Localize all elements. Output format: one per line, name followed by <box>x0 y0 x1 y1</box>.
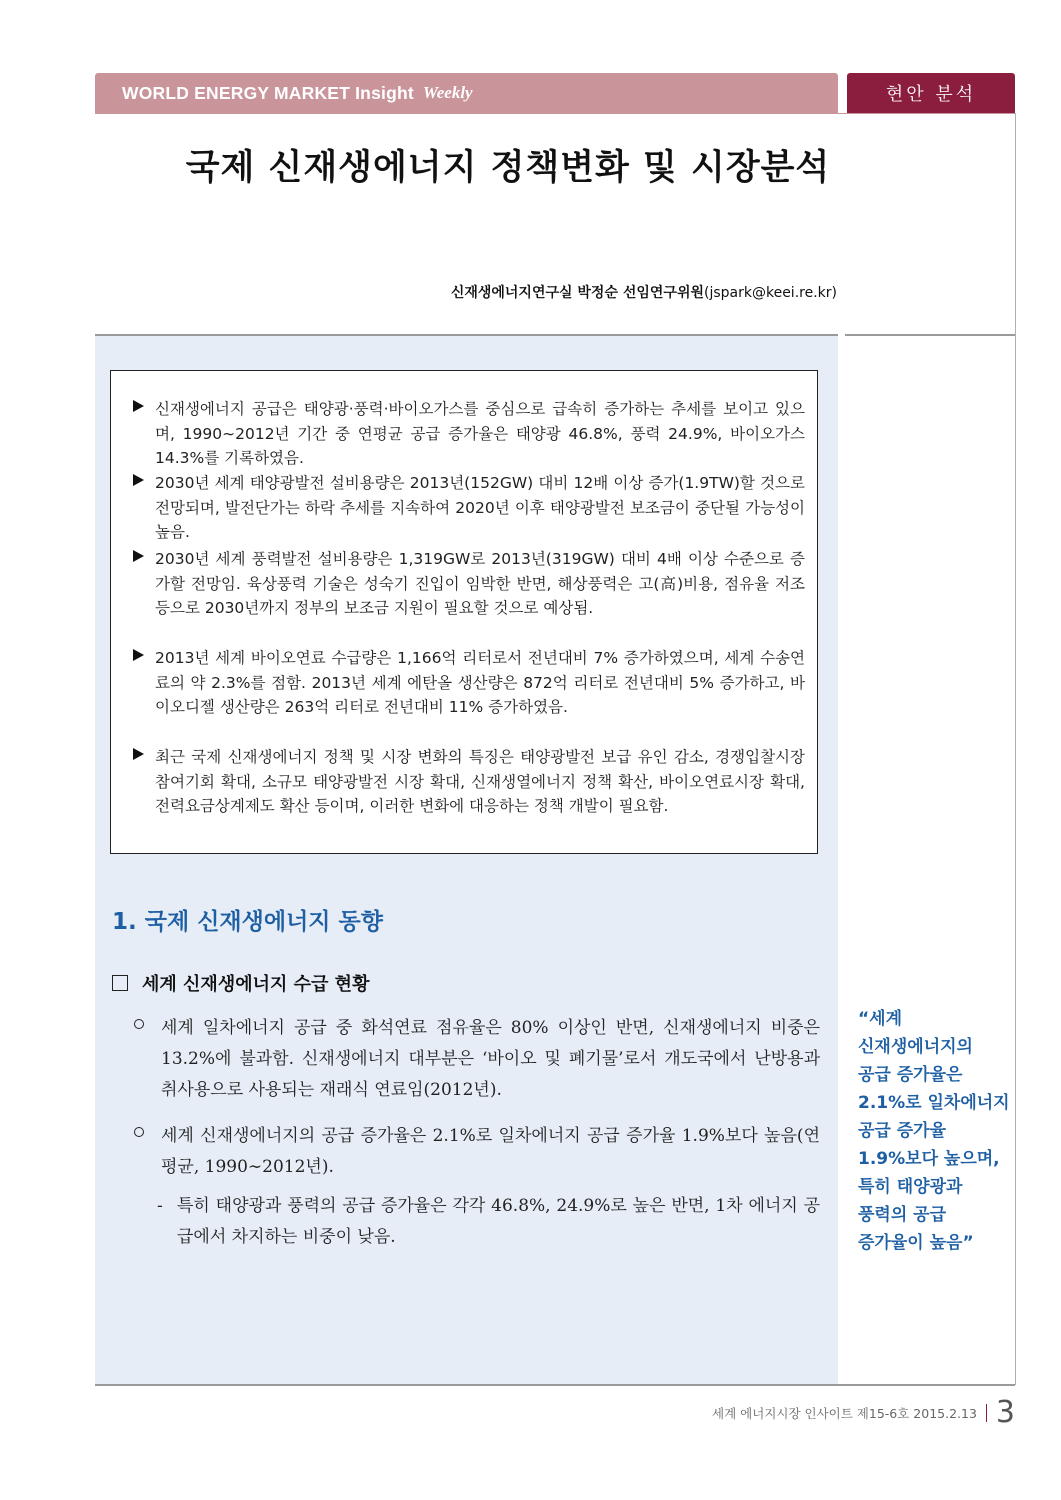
circle-bullet-icon <box>134 1127 144 1137</box>
footer <box>712 1395 1015 1430</box>
author-line <box>451 282 837 302</box>
page-number: 3 <box>995 1395 1015 1430</box>
checkbox-square-icon <box>112 975 128 991</box>
triangle-bullet-icon <box>133 550 144 562</box>
circle-bullet-icon <box>134 1019 144 1029</box>
pull-quote: “세계 신재생에너지의 공급 증가율은 2.1%로 일차에너지 공급 증가율 1.9%보다 높으며, 특히 태양광과 풍력의 공급 증가율이 높음” <box>858 1009 1010 1253</box>
subsection-heading: 세계 신재생에너지 수급 현황 <box>112 970 369 996</box>
footer-divider <box>95 1384 1015 1386</box>
summary-item: 2030년 세계 태양광발전 설비용량은 2013년(152GW) 대비 12배 이상 증가(1.9TW)할 것으로 전망되며, 발전단가는 하락 추세를 지속하여 2020년 이후 태양광발전 보조금이 중단될 가능성이 높음. <box>133 471 805 545</box>
author-email: (jspark@keei.re.kr) <box>704 285 837 301</box>
triangle-bullet-icon <box>133 649 144 661</box>
body-bullet: 세계 신재생에너지의 공급 증가율은 2.1%로 일차에너지 공급 증가율 1.9%보다 높음(연평균, 1990∼2012년). <box>134 1121 820 1183</box>
summary-item: 최근 국제 신재생에너지 정책 및 시장 변화의 특징은 태양광발전 보급 유인 감소, 경쟁입찰시장 참여기회 확대, 소규모 태양광발전 시장 확대, 신재생열에너지 정책 확산, 바이오연료시장 확대, 전력요금상계제도 확산 등이며, 이러한 변화에 대응하는 정책 개발이 필요함. <box>133 745 805 819</box>
summary-box <box>110 370 818 854</box>
dash-bullet: - <box>157 1196 163 1216</box>
summary-item: 신재생에너지 공급은 태양광·풍력·바이오가스를 중심으로 급속히 증가하는 추세를 보이고 있으며, 1990∼2012년 기간 중 연평균 공급 증가율은 태양광 46.8%, 풍력 24.9%, 바이오가스 14.3%를 기록하였음. <box>133 397 805 471</box>
triangle-bullet-icon <box>133 400 144 412</box>
body-sub-bullet: - 특히 태양광과 풍력의 공급 증가율은 각각 46.8%, 24.9%로 높은 반면, 1차 에너지 공급에서 차지하는 비중이 낮음. <box>157 1191 820 1253</box>
article-title: 국제 신재생에너지 정책변화 및 시장분석 <box>185 148 831 188</box>
header-divider <box>95 113 1015 114</box>
footer-text: 세계 에너지시장 인사이트 제15-6호 2015.2.13 <box>712 1405 977 1421</box>
title-divider-right <box>845 334 1015 336</box>
body-bullet: 세계 일차에너지 공급 중 화석연료 점유율은 80% 이상인 반면, 신재생에너지 비중은 13.2%에 불과함. 신재생에너지 대부분은 ‘바이오 및 폐기물’로서 개도국에서 난방용과 취사용으로 사용되는 재래식 연료임(2012년). <box>134 1013 820 1106</box>
section-tab: 현안 분석 <box>847 73 1015 113</box>
author-name: 신재생에너지연구실 박정순 선임연구위원 <box>450 285 704 301</box>
footer-separator <box>986 1404 987 1422</box>
triangle-bullet-icon <box>133 748 144 760</box>
publication-title: WORLD ENERGY MARKET Insight <box>122 82 414 103</box>
triangle-bullet-icon <box>133 474 144 486</box>
header-bar <box>95 73 838 113</box>
section-heading: 1. 국제 신재생에너지 동향 <box>112 909 383 935</box>
summary-item: 2013년 세계 바이오연료 수급량은 1,166억 리터로서 전년대비 7% 증가하였으며, 세계 수송연료의 약 2.3%를 점함. 2013년 세계 에탄올 생산량은 872억 리터로 전년대비 5% 증가하고, 바이오디젤 생산량은 263억 리터로 전년대비 11% 증가하였음. <box>133 646 805 720</box>
summary-item: 2030년 세계 풍력발전 설비용량은 1,319GW로 2013년(319GW) 대비 4배 이상 수준으로 증가할 전망임. 육상풍력 기술은 성숙기 진입이 임박한 반면, 해상풍력은 고(高)비용, 점유율 저조 등으로 2030년까지 정부의 보조금 지원이 필요할 것으로 예상됨. <box>133 547 805 621</box>
publication-weekly: Weekly <box>422 83 473 102</box>
